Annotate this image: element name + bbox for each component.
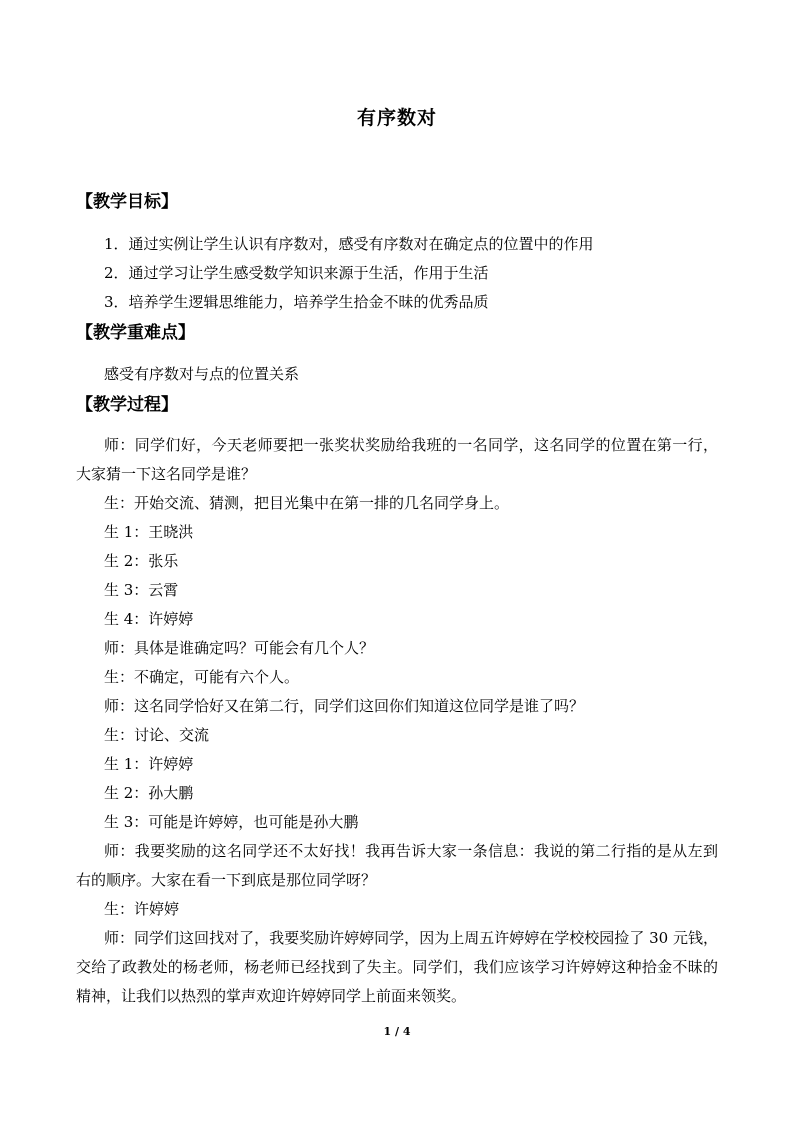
heading-objectives: 【教学目标】 [76,192,178,212]
key-points-text: 感受有序数对与点的位置关系 [104,365,300,383]
process-paragraph: 师：同学们好，今天老师要把一张奖状奖励给我班的一名同学，这名同学的位置在第一行，大家猜一下这名同学是谁？ [76,436,718,483]
process-paragraph: 师：同学们这回找对了，我要奖励许婷婷同学，因为上周五许婷婷在学校校园捡了 30 元钱，交给了政教处的杨老师，杨老师已经找到了失主。同学们，我们应该学习许婷婷这种拾金不昧的精神，让我们以热烈的掌声欢迎许婷婷同学上前面来领奖。 [76,929,718,1005]
heading-key-points: 【教学重难点】 [76,323,195,343]
process-paragraph: 生 1：许婷婷 [104,755,194,773]
process-paragraph: 生 3：可能是许婷婷，也可能是孙大鹏 [104,813,359,831]
objective-item-2: 2．通过学习让学生感受数学知识来源于生活，作用于生活 [104,264,489,282]
process-paragraph: 生 2：孙大鹏 [104,784,194,802]
process-paragraph: 师：这名同学恰好又在第二行，同学们这回你们知道这位同学是谁了吗？ [104,697,585,715]
page-number: 1 / 4 [383,1025,411,1038]
process-paragraph: 生 2：张乐 [104,552,179,570]
objective-item-1: 1．通过实例让学生认识有序数对，感受有序数对在确定点的位置中的作用 [104,235,594,253]
process-paragraph: 师：我要奖励的这名同学还不太好找！我再告诉大家一条信息：我说的第二行指的是从左到右的顺序。大家在看一下到底是那位同学呀？ [76,842,718,889]
process-paragraph: 生：不确定，可能有六个人。 [104,668,300,686]
process-paragraph: 师：具体是谁确定吗？可能会有几个人？ [104,639,375,657]
process-paragraph: 生：开始交流、猜测，把目光集中在第一排的几名同学身上。 [104,494,510,512]
heading-process: 【教学过程】 [76,395,178,415]
process-paragraph: 生 3：云霄 [104,581,179,599]
process-paragraph: 生 4：许婷婷 [104,610,194,628]
document-title: 有序数对 [356,107,437,129]
objective-item-3: 3．培养学生逻辑思维能力，培养学生拾金不昧的优秀品质 [104,293,489,311]
process-paragraph: 生：许婷婷 [104,900,180,918]
process-paragraph: 生：讨论、交流 [104,726,210,744]
process-paragraph: 生 1：王晓洪 [104,523,194,541]
